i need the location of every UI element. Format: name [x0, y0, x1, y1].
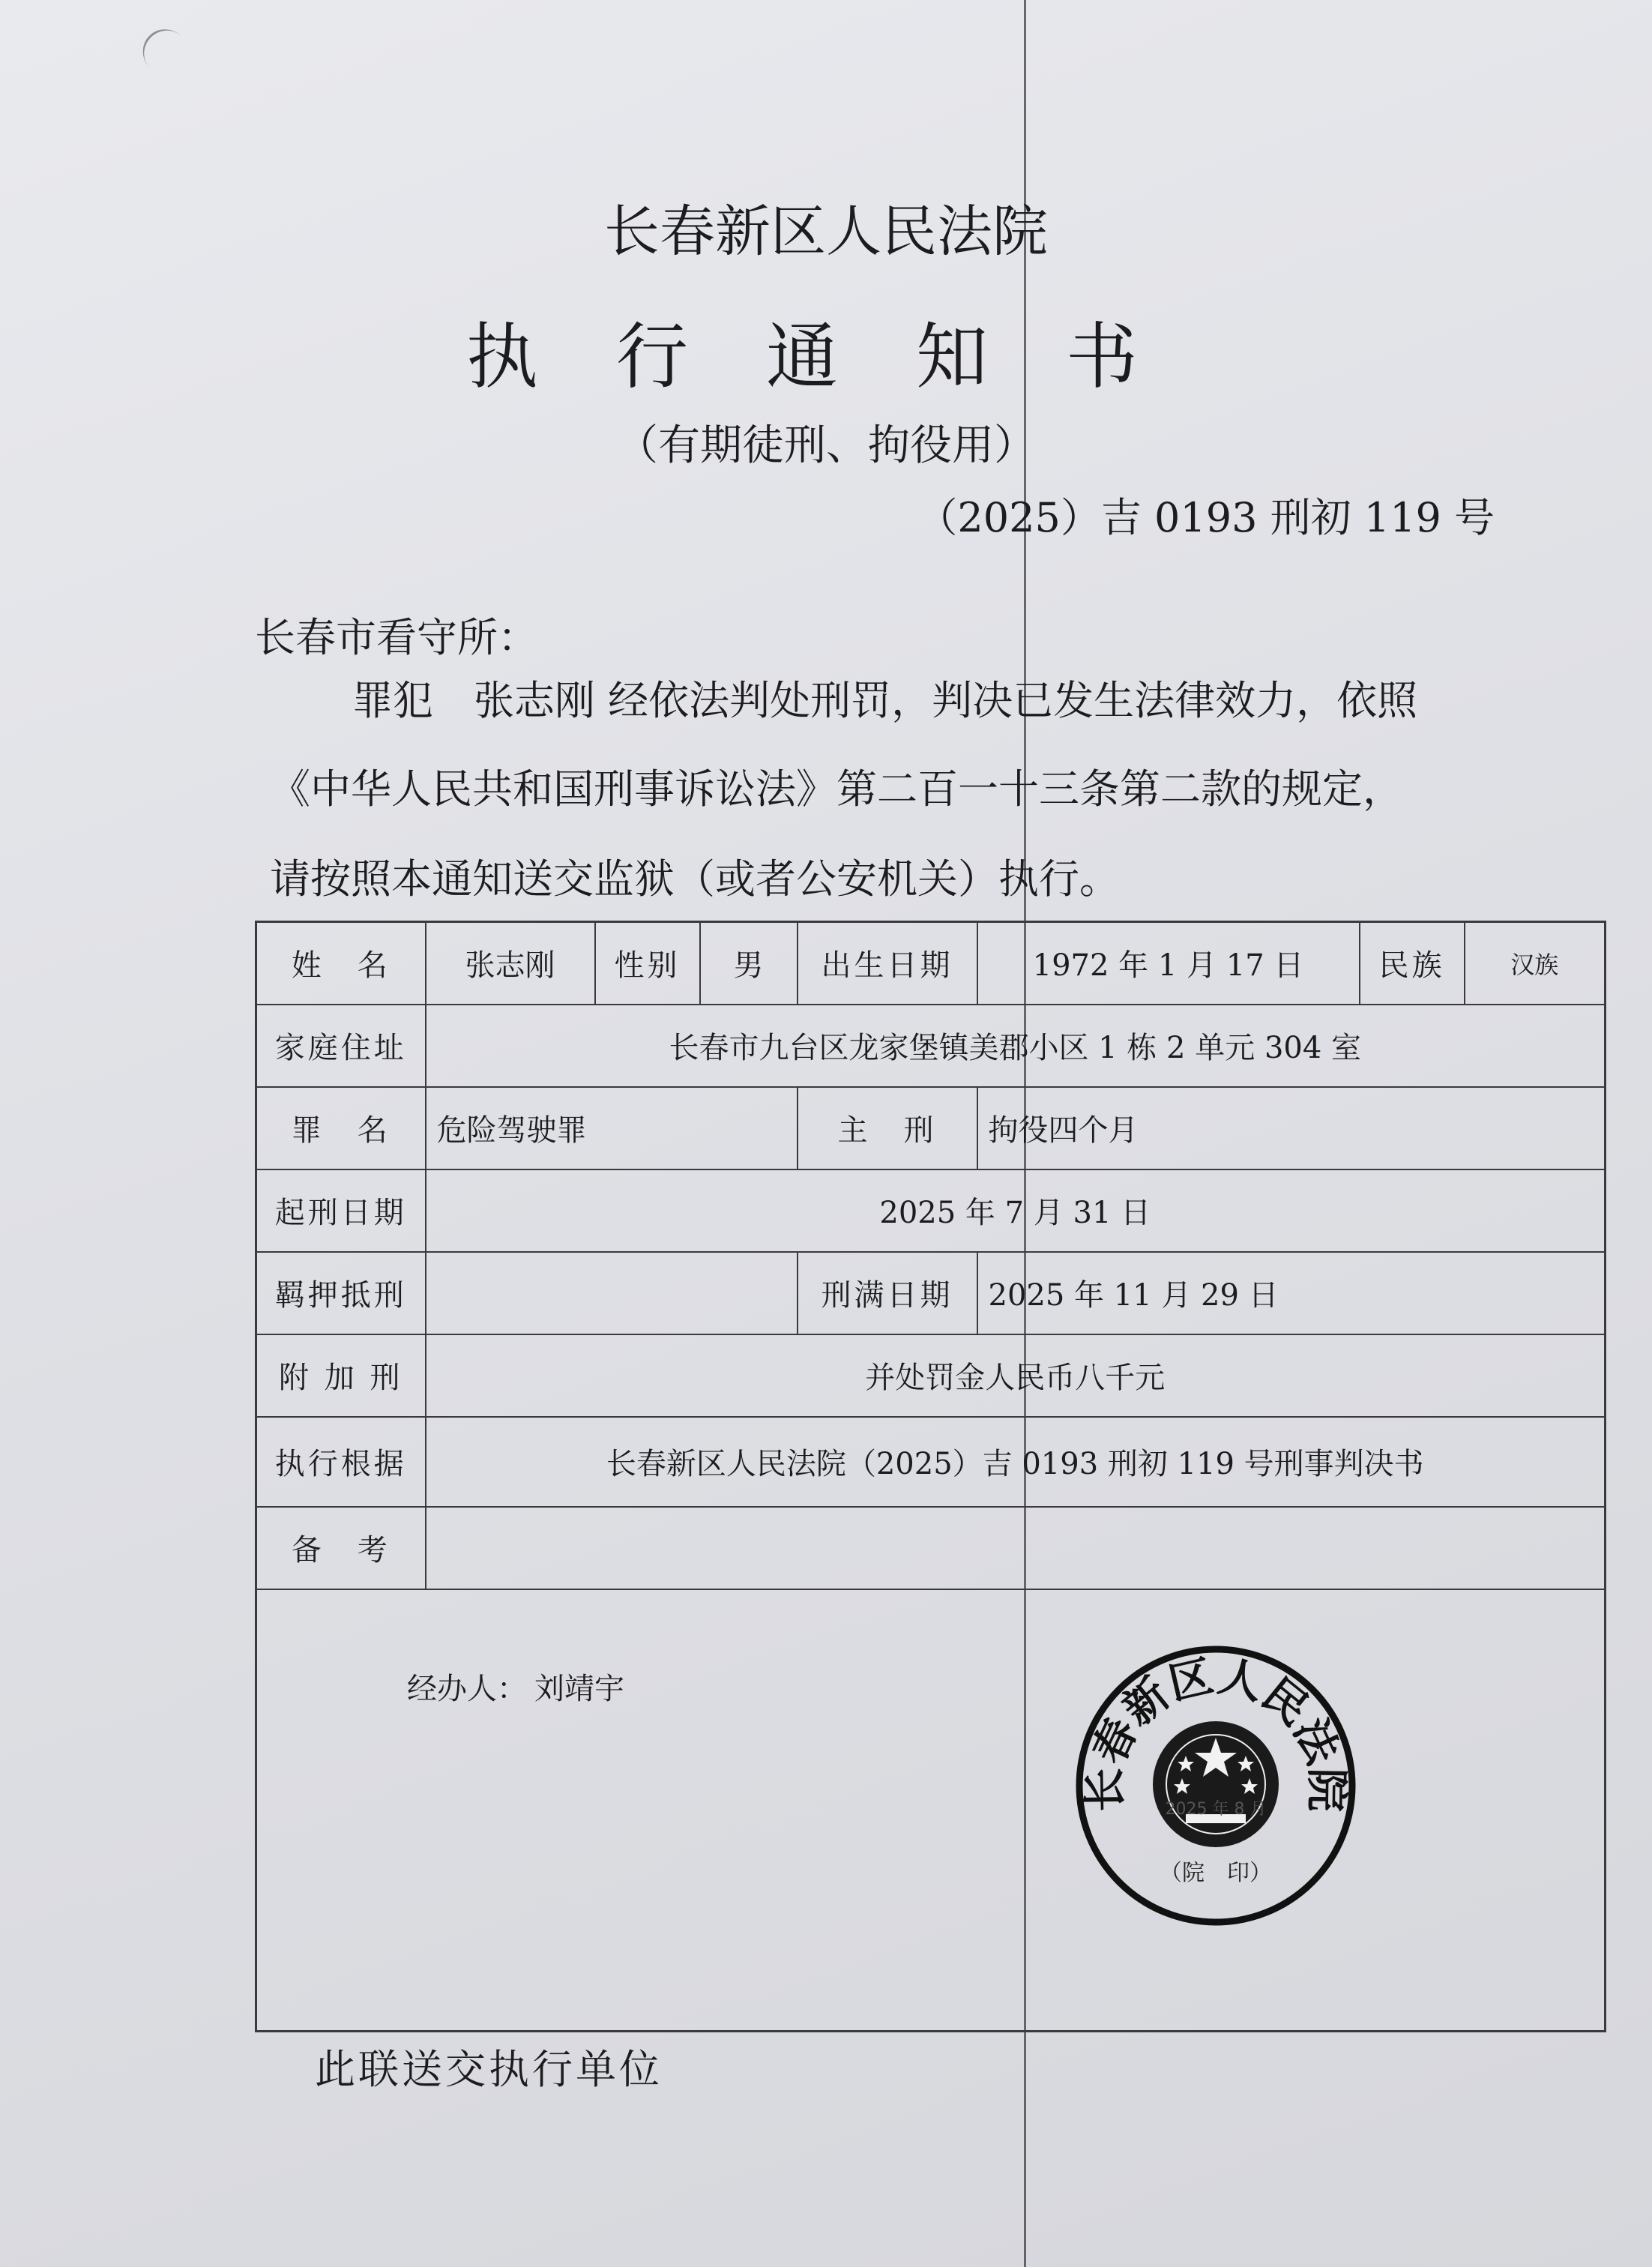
crime-value: 危险驾驶罪 — [426, 1087, 798, 1169]
body-line-3: 请按照本通知送交监狱（或者公安机关）执行。 — [270, 855, 1120, 903]
row-address — [256, 1005, 1606, 1087]
additional-penalty-label: 附 加 刑 — [256, 1334, 426, 1417]
body-line-1: 罪犯 张志刚 经依法判处刑罚，判决已发生法律效力，依照 — [352, 677, 1418, 724]
document-subtitle: （有期徒刑、拘役用） — [616, 421, 1036, 470]
name-label: 姓 名 — [256, 922, 426, 1005]
execution-basis-label: 执行根据 — [256, 1417, 426, 1507]
seal-arc-text: 长春新区人民法院 — [1079, 1650, 1353, 1813]
addressee: 长春市看守所： — [255, 614, 538, 661]
row-name — [256, 922, 1606, 1005]
row-start-date — [256, 1169, 1606, 1252]
row-remarks — [256, 1507, 1606, 1589]
seal-date: 2025 年 8 月 — [1165, 1800, 1267, 1819]
start-date-value: 2025 年 7 月 31 日 — [426, 1169, 1606, 1252]
row-basis — [256, 1417, 1606, 1507]
handler-label: 经办人： — [407, 1671, 527, 1706]
pen-mark — [133, 20, 199, 85]
detention-credit-value — [426, 1252, 798, 1334]
main-penalty-value: 拘役四个月 — [977, 1087, 1606, 1169]
signature-area — [256, 1589, 1606, 2032]
birth-date-value: 1972 年 1 月 17 日 — [977, 922, 1360, 1005]
execution-basis-value: 长春新区人民法院（2025）吉 0193 刑初 119 号刑事判决书 — [426, 1417, 1606, 1507]
additional-penalty-value: 并处罚金人民币八千元 — [426, 1334, 1606, 1417]
body-line-2: 《中华人民共和国刑事诉讼法》第二百一十三条第二款的规定， — [270, 765, 1403, 813]
row-crime — [256, 1087, 1606, 1169]
end-date-value: 2025 年 11 月 29 日 — [977, 1252, 1606, 1334]
gender-value: 男 — [700, 922, 798, 1005]
row-additional-penalty — [256, 1334, 1606, 1417]
document-title: 执行通知书 — [466, 315, 1216, 399]
address-label: 家庭住址 — [256, 1005, 426, 1087]
address-value: 长春市九台区龙家堡镇美郡小区 1 栋 2 单元 304 室 — [426, 1005, 1606, 1087]
case-number: （2025）吉 0193 刑初 119 号 — [917, 494, 1495, 541]
start-date-label: 起刑日期 — [256, 1169, 426, 1252]
name-value: 张志刚 — [426, 922, 595, 1005]
main-penalty-label: 主 刑 — [798, 1087, 977, 1169]
national-emblem-icon — [1153, 1721, 1279, 1847]
handler — [407, 1665, 624, 1708]
ethnicity-value: 汉族 — [1465, 922, 1606, 1005]
detention-credit-label: 羁押抵刑 — [256, 1252, 426, 1334]
end-date-label: 刑满日期 — [798, 1252, 977, 1334]
handler-name: 刘靖宇 — [534, 1671, 624, 1706]
ethnicity-label: 民族 — [1360, 922, 1465, 1005]
execution-form-table — [255, 921, 1606, 2032]
seal-bottom-text: （院 印） — [1160, 1860, 1272, 1886]
row-detention — [256, 1252, 1606, 1334]
court-title: 长春新区人民法院 — [604, 199, 1048, 264]
crime-label: 罪 名 — [256, 1087, 426, 1169]
gender-label: 性别 — [595, 922, 700, 1005]
remarks-label: 备 考 — [256, 1507, 426, 1589]
court-seal — [1073, 1643, 1358, 1928]
birth-date-label: 出生日期 — [798, 922, 977, 1005]
footer-note: 此联送交执行单位 — [315, 2046, 663, 2093]
remarks-value — [426, 1507, 1606, 1589]
row-signature — [256, 1589, 1606, 2032]
